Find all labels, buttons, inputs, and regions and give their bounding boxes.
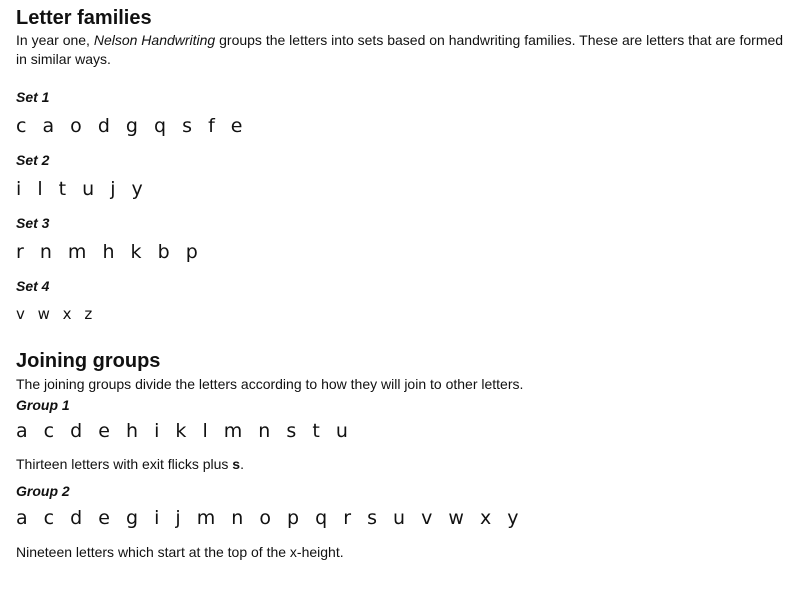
joining-groups-intro: The joining groups divide the letters according to how they will join to other letters. — [16, 376, 524, 392]
group-2-label: Group 2 — [16, 483, 70, 499]
set-1-letters: c a o d g q s f e — [16, 115, 248, 137]
group-2-letters: a c d e g i j m n o p q r s u v w x y — [16, 507, 524, 529]
group-1-desc-bold: s — [232, 456, 241, 472]
group-1-desc-text: Thirteen letters with exit flicks plus — [16, 456, 233, 472]
page — [16, 6, 788, 562]
joining-groups-heading: Joining groups — [16, 350, 161, 372]
set-4-label: Set 4 — [16, 278, 50, 294]
group-2-description: Nineteen letters which start at the top of the x-height. — [16, 544, 344, 560]
set-2-label: Set 2 — [16, 152, 50, 168]
set-4-letters: v w x z — [16, 305, 97, 323]
intro-text-end: groups the letters into sets based on handwriting families. These are letters that are formed in similar ways. — [16, 32, 784, 67]
group-1-letters: a c d e h i k l m n s t u — [16, 420, 353, 442]
letter-families-intro — [16, 31, 788, 69]
set-3-letters: r n m h k b p — [16, 241, 203, 263]
group-1-label: Group 1 — [16, 397, 70, 413]
letter-families-heading: Letter families — [16, 7, 152, 29]
intro-text-emphasis: Nelson Handwriting — [93, 32, 216, 48]
set-1-label: Set 1 — [16, 89, 50, 105]
set-2-letters: i l t u j y — [16, 178, 148, 200]
group-1-description — [16, 455, 788, 474]
group-1-desc-end: . — [240, 456, 244, 472]
intro-text-start: In year one, — [16, 32, 94, 48]
set-3-label: Set 3 — [16, 215, 50, 231]
